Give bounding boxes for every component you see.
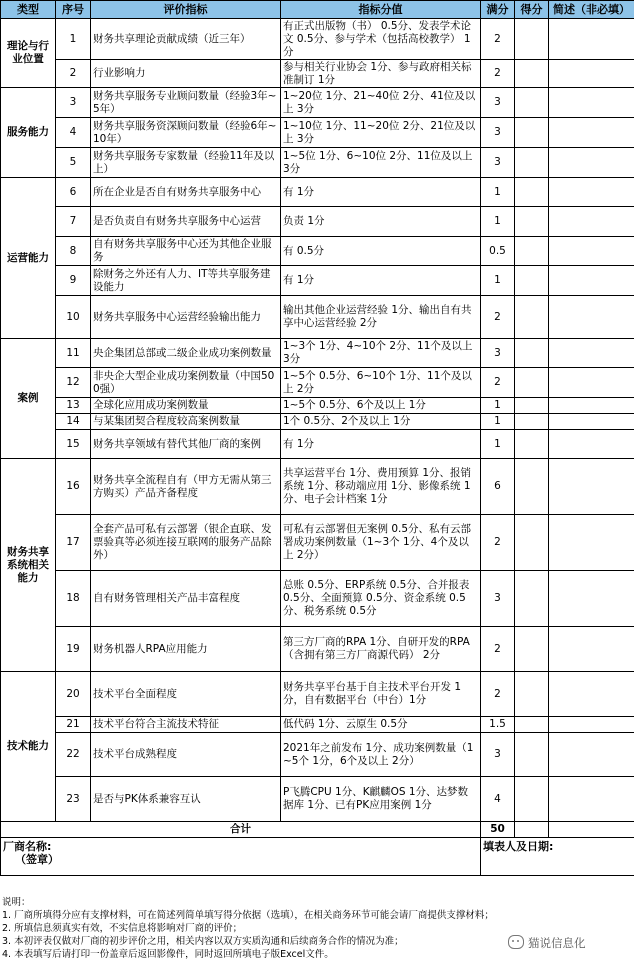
value-cell: 第三方厂商的RPA 1分、自研开发的RPA（含拥有第三方厂商源代码） 2分 bbox=[281, 627, 481, 672]
note-item: 4. 本表填写后请打印一份盖章后返回影像件，同时返回所填电子版Excel文件。 bbox=[2, 949, 334, 960]
watermark-text: 猫说信息化 bbox=[528, 936, 586, 950]
table-row bbox=[1, 148, 634, 178]
note-item: 3. 本初评表仅做对厂商的初步评价之用，相关内容以双方实质沟通和后续商务合作的情况为准； bbox=[2, 936, 404, 947]
note-input-cell[interactable] bbox=[549, 672, 634, 717]
table-row bbox=[1, 398, 634, 414]
note-input-cell[interactable] bbox=[549, 19, 634, 60]
value-cell: 输出其他企业运营经验 1分、输出自有共享中心运营经验 2分 bbox=[281, 296, 481, 339]
note-input-cell[interactable] bbox=[549, 777, 634, 822]
note-input-cell[interactable] bbox=[549, 733, 634, 777]
wechat-icon bbox=[508, 935, 524, 949]
score-input-cell[interactable] bbox=[515, 368, 549, 398]
value-cell: 共享运营平台 1分、费用预算 1分、报销系统 1分、移动端应用 1分、影像系统 1分、电子会计档案 1分 bbox=[281, 459, 481, 515]
row-number: 3 bbox=[56, 88, 91, 118]
score-input-cell[interactable] bbox=[515, 19, 549, 60]
value-cell: 1~20位 1分、21~40位 2分、41位及以上 3分 bbox=[281, 88, 481, 118]
vendor-name-label: 厂商名称: bbox=[3, 840, 52, 853]
indicator-cell: 财务共享服务资深顾问数量（经验6年~10年） bbox=[91, 118, 281, 148]
row-number: 9 bbox=[56, 266, 91, 296]
full-score-cell: 4 bbox=[481, 777, 515, 822]
row-number: 20 bbox=[56, 672, 91, 717]
value-cell: 参与相关行业协会 1分、参与政府相关标准制订 1分 bbox=[281, 60, 481, 88]
table-row bbox=[1, 733, 634, 777]
note-input-cell[interactable] bbox=[549, 339, 634, 368]
header-score: 得分 bbox=[515, 1, 549, 19]
table-row bbox=[1, 237, 634, 266]
indicator-cell: 非央企大型企业成功案例数量（中国500强） bbox=[91, 368, 281, 398]
score-input-cell[interactable] bbox=[515, 627, 549, 672]
table-row bbox=[1, 88, 634, 118]
indicator-cell: 与某集团契合程度较高案例数量 bbox=[91, 414, 281, 430]
score-input-cell[interactable] bbox=[515, 414, 549, 430]
note-input-cell[interactable] bbox=[549, 148, 634, 178]
notes-title: 说明： bbox=[2, 897, 31, 908]
note-input-cell[interactable] bbox=[549, 296, 634, 339]
value-cell: 1~5位 1分、6~10位 2分、11位及以上 3分 bbox=[281, 148, 481, 178]
score-input-cell[interactable] bbox=[515, 237, 549, 266]
row-number: 21 bbox=[56, 717, 91, 733]
value-cell: 有 0.5分 bbox=[281, 237, 481, 266]
value-cell: 总账 0.5分、ERP系统 0.5分、合并报表 0.5分、全面预算 0.5分、资金系统 0.5分、税务系统 0.5分 bbox=[281, 571, 481, 627]
note-input-cell[interactable] bbox=[549, 266, 634, 296]
indicator-cell: 财务机器人RPA应用能力 bbox=[91, 627, 281, 672]
note-input-cell[interactable] bbox=[549, 414, 634, 430]
row-number: 4 bbox=[56, 118, 91, 148]
note-item: 1. 厂商所填得分应有支撑材料，可在简述列简单填写得分依据（选填），在相关商务环节可能会请厂商提供支撑材料； bbox=[2, 910, 494, 921]
table-row bbox=[1, 118, 634, 148]
full-score-cell: 1 bbox=[481, 266, 515, 296]
score-input-cell[interactable] bbox=[515, 266, 549, 296]
indicator-cell: 财务共享服务专业顾问数量（经验3年~5年） bbox=[91, 88, 281, 118]
table-row bbox=[1, 627, 634, 672]
full-score-cell: 3 bbox=[481, 571, 515, 627]
score-input-cell[interactable] bbox=[515, 207, 549, 237]
full-score-cell: 2 bbox=[481, 515, 515, 571]
full-score-cell: 3 bbox=[481, 339, 515, 368]
full-score-cell: 2 bbox=[481, 672, 515, 717]
value-cell: P飞腾CPU 1分、K麒麟OS 1分、达梦数据库 1分、已有PK应用案例 1分 bbox=[281, 777, 481, 822]
table-row bbox=[1, 717, 634, 733]
row-number: 23 bbox=[56, 777, 91, 822]
note-input-cell[interactable] bbox=[549, 237, 634, 266]
score-input-cell[interactable] bbox=[515, 459, 549, 515]
row-number: 13 bbox=[56, 398, 91, 414]
note-input-cell[interactable] bbox=[549, 207, 634, 237]
row-number: 22 bbox=[56, 733, 91, 777]
vendor-signature-cell[interactable] bbox=[1, 838, 481, 876]
full-score-cell: 6 bbox=[481, 459, 515, 515]
row-number: 12 bbox=[56, 368, 91, 398]
value-cell: 1~10位 1分、11~20位 2分、21位及以上 3分 bbox=[281, 118, 481, 148]
table-row bbox=[1, 296, 634, 339]
full-score-cell: 2 bbox=[481, 368, 515, 398]
total-label: 合计 bbox=[1, 822, 481, 838]
row-number: 5 bbox=[56, 148, 91, 178]
indicator-cell: 财务共享服务中心运营经验输出能力 bbox=[91, 296, 281, 339]
row-number: 17 bbox=[56, 515, 91, 571]
row-number: 11 bbox=[56, 339, 91, 368]
full-score-cell: 3 bbox=[481, 118, 515, 148]
full-score-cell: 1 bbox=[481, 398, 515, 414]
filler-cell[interactable] bbox=[481, 838, 634, 876]
category-cell: 运营能力 bbox=[1, 178, 56, 339]
row-number: 6 bbox=[56, 178, 91, 207]
full-score-cell: 1 bbox=[481, 414, 515, 430]
total-value: 50 bbox=[481, 822, 515, 838]
header-value: 指标分值 bbox=[281, 1, 481, 19]
indicator-cell: 财务共享理论贡献成绩（近三年） bbox=[91, 19, 281, 60]
note-input-cell[interactable] bbox=[549, 118, 634, 148]
full-score-cell: 1.5 bbox=[481, 717, 515, 733]
indicator-cell: 财务共享全流程自有（甲方无需从第三方购买）产品齐备程度 bbox=[91, 459, 281, 515]
filler-date-label: 填表人及日期: bbox=[483, 840, 554, 853]
indicator-cell: 技术平台全面程度 bbox=[91, 672, 281, 717]
signature-row bbox=[1, 838, 634, 876]
row-number: 7 bbox=[56, 207, 91, 237]
total-row bbox=[1, 822, 634, 838]
note-input-cell[interactable] bbox=[549, 459, 634, 515]
row-number: 1 bbox=[56, 19, 91, 60]
category-cell: 服务能力 bbox=[1, 88, 56, 178]
header-row bbox=[1, 1, 634, 19]
full-score-cell: 0.5 bbox=[481, 237, 515, 266]
value-cell: 有正式出版物（书） 0.5分、发表学术论文 0.5分、参与学术（包括高校教学） 1分 bbox=[281, 19, 481, 60]
note-input-cell[interactable] bbox=[549, 368, 634, 398]
full-score-cell: 1 bbox=[481, 207, 515, 237]
score-input-cell[interactable] bbox=[515, 717, 549, 733]
notes-section bbox=[2, 896, 632, 961]
row-number: 10 bbox=[56, 296, 91, 339]
category-cell: 案例 bbox=[1, 339, 56, 459]
indicator-cell: 全球化应用成功案例数量 bbox=[91, 398, 281, 414]
note-input-cell[interactable] bbox=[549, 717, 634, 733]
table-row bbox=[1, 266, 634, 296]
score-input-cell[interactable] bbox=[515, 571, 549, 627]
value-cell: 负责 1分 bbox=[281, 207, 481, 237]
note-input-cell[interactable] bbox=[549, 430, 634, 459]
row-number: 8 bbox=[56, 237, 91, 266]
total-note-input-cell[interactable] bbox=[549, 822, 634, 838]
score-input-cell[interactable] bbox=[515, 339, 549, 368]
value-cell: 有 1分 bbox=[281, 430, 481, 459]
score-input-cell[interactable] bbox=[515, 60, 549, 88]
full-score-cell: 2 bbox=[481, 19, 515, 60]
score-input-cell[interactable] bbox=[515, 733, 549, 777]
value-cell: 财务共享平台基于自主技术平台开发 1分，自有数据平台（中台）1分 bbox=[281, 672, 481, 717]
table-row bbox=[1, 60, 634, 88]
score-input-cell[interactable] bbox=[515, 178, 549, 207]
category-cell: 理论与行业位置 bbox=[1, 19, 56, 88]
table-row bbox=[1, 339, 634, 368]
header-no: 序号 bbox=[56, 1, 91, 19]
category-cell: 技术能力 bbox=[1, 672, 56, 822]
table-row bbox=[1, 414, 634, 430]
indicator-cell: 是否与PK体系兼容互认 bbox=[91, 777, 281, 822]
full-score-cell: 3 bbox=[481, 733, 515, 777]
score-input-cell[interactable] bbox=[515, 672, 549, 717]
score-input-cell[interactable] bbox=[515, 148, 549, 178]
indicator-cell: 行业影响力 bbox=[91, 60, 281, 88]
note-input-cell[interactable] bbox=[549, 627, 634, 672]
score-input-cell[interactable] bbox=[515, 296, 549, 339]
header-note: 简述（非必填） bbox=[549, 1, 634, 19]
score-input-cell[interactable] bbox=[515, 515, 549, 571]
table-row bbox=[1, 207, 634, 237]
note-input-cell[interactable] bbox=[549, 88, 634, 118]
table-row bbox=[1, 459, 634, 515]
indicator-cell: 所在企业是否自有财务共享服务中心 bbox=[91, 178, 281, 207]
value-cell: 1~5个 0.5分、6个及以上 1分 bbox=[281, 398, 481, 414]
watermark bbox=[508, 935, 586, 951]
indicator-cell: 技术平台符合主流技术特征 bbox=[91, 717, 281, 733]
header-type: 类型 bbox=[1, 1, 56, 19]
note-item: 2. 所填信息须真实有效，不实信息将影响对厂商的评价； bbox=[2, 923, 243, 934]
table-row bbox=[1, 368, 634, 398]
value-cell: 1~3个 1分、4~10个 2分、11个及以上 3分 bbox=[281, 339, 481, 368]
table-row bbox=[1, 19, 634, 60]
full-score-cell: 2 bbox=[481, 60, 515, 88]
note-input-cell[interactable] bbox=[549, 398, 634, 414]
value-cell: 1个 0.5分、2个及以上 1分 bbox=[281, 414, 481, 430]
indicator-cell: 财务共享领域有替代其他厂商的案例 bbox=[91, 430, 281, 459]
full-score-cell: 2 bbox=[481, 627, 515, 672]
indicator-cell: 央企集团总部或二级企业成功案例数量 bbox=[91, 339, 281, 368]
header-indicator: 评价指标 bbox=[91, 1, 281, 19]
row-number: 2 bbox=[56, 60, 91, 88]
total-score-input-cell[interactable] bbox=[515, 822, 549, 838]
indicator-cell: 是否负责自有财务共享服务中心运营 bbox=[91, 207, 281, 237]
note-input-cell[interactable] bbox=[549, 571, 634, 627]
value-cell: 低代码 1分、云原生 0.5分 bbox=[281, 717, 481, 733]
full-score-cell: 1 bbox=[481, 430, 515, 459]
score-input-cell[interactable] bbox=[515, 777, 549, 822]
table-row bbox=[1, 430, 634, 459]
row-number: 14 bbox=[56, 414, 91, 430]
indicator-cell: 自有财务共享服务中心还为其他企业服务 bbox=[91, 237, 281, 266]
note-input-cell[interactable] bbox=[549, 60, 634, 88]
score-input-cell[interactable] bbox=[515, 118, 549, 148]
row-number: 15 bbox=[56, 430, 91, 459]
value-cell: 1~5个 0.5分、6~10个 1分、11个及以上 2分 bbox=[281, 368, 481, 398]
value-cell: 可私有云部署但无案例 0.5分、私有云部署成功案例数量（1~3个 1分、4个及以上 2分） bbox=[281, 515, 481, 571]
score-input-cell[interactable] bbox=[515, 398, 549, 414]
indicator-cell: 自有财务管理相关产品丰富程度 bbox=[91, 571, 281, 627]
score-input-cell[interactable] bbox=[515, 430, 549, 459]
table-row bbox=[1, 178, 634, 207]
indicator-cell: 技术平台成熟程度 bbox=[91, 733, 281, 777]
table-row bbox=[1, 571, 634, 627]
indicator-cell: 财务共享服务专家数量（经验11年及以上） bbox=[91, 148, 281, 178]
note-input-cell[interactable] bbox=[549, 178, 634, 207]
indicator-cell: 全套产品可私有云部署（银企直联、发票验真等必须连接互联网的服务产品除外） bbox=[91, 515, 281, 571]
row-number: 19 bbox=[56, 627, 91, 672]
table-row bbox=[1, 672, 634, 717]
header-full-score: 满分 bbox=[481, 1, 515, 19]
full-score-cell: 1 bbox=[481, 178, 515, 207]
score-input-cell[interactable] bbox=[515, 88, 549, 118]
row-number: 18 bbox=[56, 571, 91, 627]
full-score-cell: 3 bbox=[481, 88, 515, 118]
full-score-cell: 2 bbox=[481, 296, 515, 339]
value-cell: 有 1分 bbox=[281, 266, 481, 296]
value-cell: 有 1分 bbox=[281, 178, 481, 207]
full-score-cell: 3 bbox=[481, 148, 515, 178]
row-number: 16 bbox=[56, 459, 91, 515]
table-row bbox=[1, 777, 634, 822]
table-row bbox=[1, 515, 634, 571]
stamp-label: （签章） bbox=[15, 853, 59, 866]
category-cell: 财务共享系统相关能力 bbox=[1, 459, 56, 672]
value-cell: 2021年之前发布 1分、成功案例数量（1~5个 1分，6个及以上 2分） bbox=[281, 733, 481, 777]
note-input-cell[interactable] bbox=[549, 515, 634, 571]
indicator-cell: 除财务之外还有人力、IT等共享服务建设能力 bbox=[91, 266, 281, 296]
